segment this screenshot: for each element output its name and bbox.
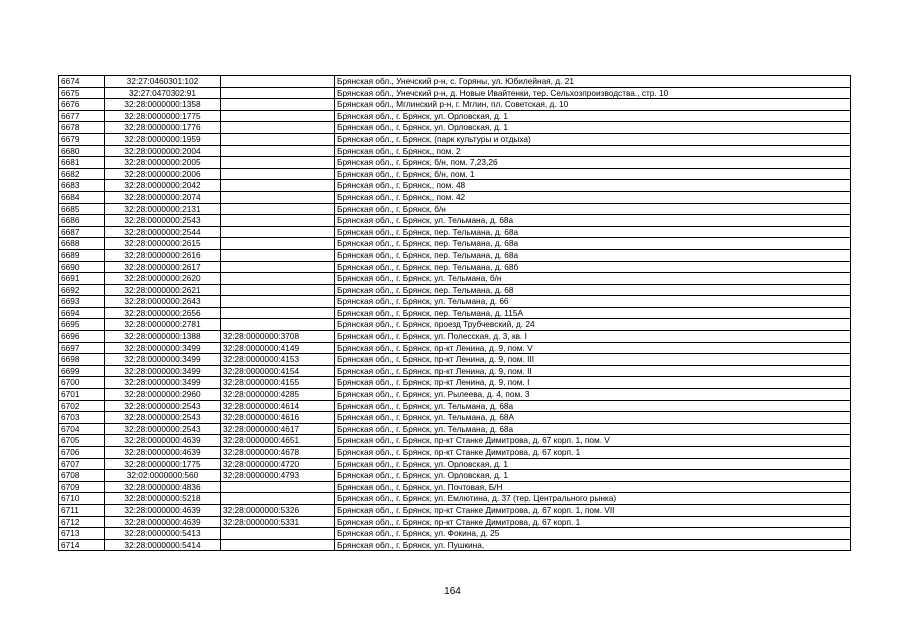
cadastral-number-cell: 32:28:0000000:3499 [105, 377, 221, 389]
address-cell: Брянская обл., Мглинский р-н, г. Мглин, пл. Советская, д. 10 [335, 99, 851, 111]
premises-cadastral-number-cell [221, 203, 335, 215]
premises-cadastral-number-cell: 32:28:0000000:3708 [221, 331, 335, 343]
address-cell: Брянская обл., г. Брянск, пер. Тельмана, д. 68а [335, 226, 851, 238]
table-row [59, 110, 851, 122]
table-row [59, 215, 851, 227]
registry-table [58, 75, 851, 551]
address-cell: Брянская обл., г. Брянск, (парк культуры и отдыха) [335, 133, 851, 145]
premises-cadastral-number-cell: 32:28:0000000:4614 [221, 400, 335, 412]
table-row [59, 122, 851, 134]
row-number-cell: 6699 [59, 365, 105, 377]
cadastral-number-cell: 32:28:0000000:1959 [105, 133, 221, 145]
address-cell: Брянская обл., г. Брянск, проезд Трубчевский, д. 24 [335, 319, 851, 331]
address-cell: Брянская обл., г. Брянск, пер. Тельмана, д. 68б [335, 261, 851, 273]
row-number-cell: 6676 [59, 99, 105, 111]
table-row [59, 435, 851, 447]
row-number-cell: 6679 [59, 133, 105, 145]
row-number-cell: 6710 [59, 493, 105, 505]
address-cell: Брянская обл., г. Брянск, пр-кт Станке Димитрова, д. 67 корп. 1 [335, 447, 851, 459]
address-cell: Брянская обл., г. Брянск, пр-кт Станке Димитрова, д. 67 корп. 1 [335, 516, 851, 528]
address-cell: Брянская обл., г. Брянск, б/н, пом. 7,23,26 [335, 157, 851, 169]
row-number-cell: 6692 [59, 284, 105, 296]
cadastral-number-cell: 32:28:0000000:2543 [105, 412, 221, 424]
table-row [59, 296, 851, 308]
cadastral-number-cell: 32:28:0000000:2074 [105, 191, 221, 203]
row-number-cell: 6678 [59, 122, 105, 134]
row-number-cell: 6675 [59, 87, 105, 99]
cadastral-number-cell: 32:28:0000000:5414 [105, 539, 221, 551]
row-number-cell: 6693 [59, 296, 105, 308]
premises-cadastral-number-cell [221, 122, 335, 134]
table-row [59, 528, 851, 540]
cadastral-number-cell: 32:28:0000000:2620 [105, 273, 221, 285]
table-row [59, 307, 851, 319]
table-row [59, 180, 851, 192]
table-row [59, 342, 851, 354]
table-row [59, 145, 851, 157]
address-cell: Брянская обл., г. Брянск, ул. Фокина, д. 25 [335, 528, 851, 540]
row-number-cell: 6705 [59, 435, 105, 447]
table-row [59, 87, 851, 99]
cadastral-number-cell: 32:28:0000000:1776 [105, 122, 221, 134]
address-cell: Брянская обл., г. Брянск, ул. Тельмана, д. 68а [335, 423, 851, 435]
table-row [59, 99, 851, 111]
row-number-cell: 6689 [59, 249, 105, 261]
cadastral-number-cell: 32:28:0000000:1388 [105, 331, 221, 343]
cadastral-number-cell: 32:02:0000000:560 [105, 470, 221, 482]
table-row [59, 504, 851, 516]
premises-cadastral-number-cell [221, 133, 335, 145]
row-number-cell: 6708 [59, 470, 105, 482]
cadastral-number-cell: 32:28:0000000:4639 [105, 516, 221, 528]
row-number-cell: 6687 [59, 226, 105, 238]
premises-cadastral-number-cell: 32:28:0000000:4285 [221, 389, 335, 401]
premises-cadastral-number-cell: 32:28:0000000:5326 [221, 504, 335, 516]
address-cell: Брянская обл., г. Брянск, пр-кт Ленина, д. 9, пом. II [335, 365, 851, 377]
premises-cadastral-number-cell: 32:28:0000000:5331 [221, 516, 335, 528]
premises-cadastral-number-cell [221, 307, 335, 319]
premises-cadastral-number-cell: 32:28:0000000:4616 [221, 412, 335, 424]
row-number-cell: 6674 [59, 76, 105, 88]
cadastral-number-cell: 32:28:0000000:2615 [105, 238, 221, 250]
address-cell: Брянская обл., г. Брянск, б/н [335, 203, 851, 215]
cadastral-number-cell: 32:28:0000000:1358 [105, 99, 221, 111]
table-row [59, 377, 851, 389]
address-cell: Брянская обл., г. Брянск, ул. Емлютина, д. 37 (тер. Центрального рынка) [335, 493, 851, 505]
address-cell: Брянская обл., г. Брянск, ул. Пушкина, [335, 539, 851, 551]
cadastral-number-cell: 32:28:0000000:3499 [105, 354, 221, 366]
cadastral-number-cell: 32:28:0000000:4639 [105, 435, 221, 447]
row-number-cell: 6697 [59, 342, 105, 354]
row-number-cell: 6712 [59, 516, 105, 528]
page-number: 164 [444, 586, 461, 597]
row-number-cell: 6695 [59, 319, 105, 331]
premises-cadastral-number-cell [221, 87, 335, 99]
table-row [59, 319, 851, 331]
table-row [59, 168, 851, 180]
cadastral-number-cell: 32:28:0000000:2616 [105, 249, 221, 261]
address-cell: Брянская обл., г. Брянск, пер. Тельмана, д. 68 [335, 284, 851, 296]
cadastral-number-cell: 32:28:0000000:2781 [105, 319, 221, 331]
premises-cadastral-number-cell [221, 157, 335, 169]
address-cell: Брянская обл., г. Брянск, б/н, пом. 1 [335, 168, 851, 180]
table-row [59, 389, 851, 401]
address-cell: Брянская обл., г. Брянск, пер. Тельмана, д. 68а [335, 238, 851, 250]
cadastral-number-cell: 32:28:0000000:2643 [105, 296, 221, 308]
table-row [59, 470, 851, 482]
row-number-cell: 6706 [59, 447, 105, 459]
premises-cadastral-number-cell: 32:28:0000000:4149 [221, 342, 335, 354]
address-cell: Брянская обл., г. Брянск, пр-кт Ленина, д. 9, пом. III [335, 354, 851, 366]
table-row [59, 273, 851, 285]
table-row [59, 423, 851, 435]
premises-cadastral-number-cell [221, 76, 335, 88]
row-number-cell: 6677 [59, 110, 105, 122]
address-cell: Брянская обл., г. Брянск, пер. Тельмана, д. 115А [335, 307, 851, 319]
premises-cadastral-number-cell [221, 319, 335, 331]
premises-cadastral-number-cell: 32:28:0000000:4651 [221, 435, 335, 447]
premises-cadastral-number-cell [221, 191, 335, 203]
table-row [59, 203, 851, 215]
address-cell: Брянская обл., г. Брянск, пр-кт Ленина, д. 9, пом. I [335, 377, 851, 389]
premises-cadastral-number-cell [221, 168, 335, 180]
premises-cadastral-number-cell [221, 226, 335, 238]
cadastral-number-cell: 32:28:0000000:3499 [105, 342, 221, 354]
table-row [59, 191, 851, 203]
row-number-cell: 6690 [59, 261, 105, 273]
address-cell: Брянская обл., г. Брянск, пр-кт Ленина, д. 9, пом. V [335, 342, 851, 354]
premises-cadastral-number-cell: 32:28:0000000:4720 [221, 458, 335, 470]
row-number-cell: 6682 [59, 168, 105, 180]
row-number-cell: 6696 [59, 331, 105, 343]
cadastral-number-cell: 32:28:0000000:2544 [105, 226, 221, 238]
row-number-cell: 6686 [59, 215, 105, 227]
premises-cadastral-number-cell [221, 249, 335, 261]
address-cell: Брянская обл., Унечский р-н, с. Горяны, ул. Юбилейная, д. 21 [335, 76, 851, 88]
row-number-cell: 6694 [59, 307, 105, 319]
address-cell: Брянская обл., г. Брянск,, пом. 42 [335, 191, 851, 203]
address-cell: Брянская обл., г. Брянск,, пом. 2 [335, 145, 851, 157]
cadastral-number-cell: 32:28:0000000:4639 [105, 504, 221, 516]
address-cell: Брянская обл., г. Брянск, ул. Тельмана, б/н [335, 273, 851, 285]
table-row [59, 400, 851, 412]
address-cell: Брянская обл., г. Брянск, ул. Тельмана, д. 68а [335, 400, 851, 412]
table-row [59, 481, 851, 493]
address-cell: Брянская обл., г. Брянск, пр-кт Станке Димитрова, д. 67 корп. 1, пом. VII [335, 504, 851, 516]
address-cell: Брянская обл., Унечский р-н, д. Новые Ивайтенки, тер. Сельхозпроизводства., стр. 10 [335, 87, 851, 99]
cadastral-number-cell: 32:28:0000000:2960 [105, 389, 221, 401]
address-cell: Брянская обл., г. Брянск, пр-кт Станке Димитрова, д. 67 корп. 1, пом. V [335, 435, 851, 447]
cadastral-number-cell: 32:28:0000000:2004 [105, 145, 221, 157]
premises-cadastral-number-cell [221, 539, 335, 551]
registry-table-body [59, 76, 851, 551]
cadastral-number-cell: 32:28:0000000:2131 [105, 203, 221, 215]
address-cell: Брянская обл., г. Брянск, ул. Орловская, д. 1 [335, 110, 851, 122]
cadastral-number-cell: 32:27:0470302:91 [105, 87, 221, 99]
cadastral-number-cell: 32:28:0000000:4836 [105, 481, 221, 493]
premises-cadastral-number-cell: 32:28:0000000:4154 [221, 365, 335, 377]
cadastral-number-cell: 32:28:0000000:3499 [105, 365, 221, 377]
cadastral-number-cell: 32:28:0000000:4639 [105, 447, 221, 459]
table-row [59, 365, 851, 377]
row-number-cell: 6714 [59, 539, 105, 551]
cadastral-number-cell: 32:28:0000000:2617 [105, 261, 221, 273]
cadastral-number-cell: 32:27:0460301:102 [105, 76, 221, 88]
row-number-cell: 6684 [59, 191, 105, 203]
address-cell: Брянская обл., г. Брянск, ул. Орловская, д. 1 [335, 470, 851, 482]
cadastral-number-cell: 32:28:0000000:2005 [105, 157, 221, 169]
premises-cadastral-number-cell [221, 493, 335, 505]
table-row [59, 539, 851, 551]
address-cell: Брянская обл., г. Брянск,, пом. 48 [335, 180, 851, 192]
row-number-cell: 6702 [59, 400, 105, 412]
row-number-cell: 6681 [59, 157, 105, 169]
cadastral-number-cell: 32:28:0000000:5218 [105, 493, 221, 505]
row-number-cell: 6703 [59, 412, 105, 424]
cadastral-number-cell: 32:28:0000000:2621 [105, 284, 221, 296]
cadastral-number-cell: 32:28:0000000:2543 [105, 423, 221, 435]
table-row [59, 226, 851, 238]
address-cell: Брянская обл., г. Брянск, ул. Тельмана, д. 68а [335, 215, 851, 227]
row-number-cell: 6701 [59, 389, 105, 401]
premises-cadastral-number-cell [221, 284, 335, 296]
row-number-cell: 6680 [59, 145, 105, 157]
table-row [59, 331, 851, 343]
row-number-cell: 6688 [59, 238, 105, 250]
address-cell: Брянская обл., г. Брянск, ул. Тельмана, д. 66 [335, 296, 851, 308]
premises-cadastral-number-cell: 32:28:0000000:4793 [221, 470, 335, 482]
row-number-cell: 6685 [59, 203, 105, 215]
table-row [59, 284, 851, 296]
premises-cadastral-number-cell: 32:28:0000000:4153 [221, 354, 335, 366]
table-row [59, 493, 851, 505]
address-cell: Брянская обл., г. Брянск, ул. Тельмана, д. 68А [335, 412, 851, 424]
address-cell: Брянская обл., г. Брянск, ул. Полесская, д. 3, кв. I [335, 331, 851, 343]
row-number-cell: 6711 [59, 504, 105, 516]
row-number-cell: 6704 [59, 423, 105, 435]
row-number-cell: 6683 [59, 180, 105, 192]
premises-cadastral-number-cell [221, 481, 335, 493]
premises-cadastral-number-cell [221, 99, 335, 111]
premises-cadastral-number-cell [221, 145, 335, 157]
table-row [59, 516, 851, 528]
address-cell: Брянская обл., г. Брянск, ул. Орловская, д. 1 [335, 458, 851, 470]
premises-cadastral-number-cell [221, 238, 335, 250]
premises-cadastral-number-cell: 32:28:0000000:4617 [221, 423, 335, 435]
premises-cadastral-number-cell: 32:28:0000000:4678 [221, 447, 335, 459]
premises-cadastral-number-cell [221, 273, 335, 285]
table-row [59, 458, 851, 470]
row-number-cell: 6709 [59, 481, 105, 493]
table-row [59, 412, 851, 424]
cadastral-number-cell: 32:28:0000000:2006 [105, 168, 221, 180]
cadastral-number-cell: 32:28:0000000:1775 [105, 110, 221, 122]
address-cell: Брянская обл., г. Брянск, ул. Рылеева, д. 4, пом. 3 [335, 389, 851, 401]
table-row [59, 261, 851, 273]
premises-cadastral-number-cell [221, 110, 335, 122]
premises-cadastral-number-cell [221, 215, 335, 227]
table-row [59, 249, 851, 261]
cadastral-number-cell: 32:28:0000000:2543 [105, 215, 221, 227]
premises-cadastral-number-cell: 32:28:0000000:4155 [221, 377, 335, 389]
premises-cadastral-number-cell [221, 261, 335, 273]
address-cell: Брянская обл., г. Брянск, пер. Тельмана, д. 68а [335, 249, 851, 261]
cadastral-number-cell: 32:28:0000000:2543 [105, 400, 221, 412]
address-cell: Брянская обл., г. Брянск, ул. Почтовая, Б/Н [335, 481, 851, 493]
table-row [59, 157, 851, 169]
table-row [59, 76, 851, 88]
row-number-cell: 6698 [59, 354, 105, 366]
premises-cadastral-number-cell [221, 180, 335, 192]
table-row [59, 133, 851, 145]
row-number-cell: 6700 [59, 377, 105, 389]
table-row [59, 354, 851, 366]
premises-cadastral-number-cell [221, 528, 335, 540]
table-row [59, 238, 851, 250]
row-number-cell: 6707 [59, 458, 105, 470]
cadastral-number-cell: 32:28:0000000:2042 [105, 180, 221, 192]
row-number-cell: 6713 [59, 528, 105, 540]
row-number-cell: 6691 [59, 273, 105, 285]
table-row [59, 447, 851, 459]
address-cell: Брянская обл., г. Брянск, ул. Орловская, д. 1 [335, 122, 851, 134]
cadastral-number-cell: 32:28:0000000:5413 [105, 528, 221, 540]
premises-cadastral-number-cell [221, 296, 335, 308]
cadastral-number-cell: 32:28:0000000:1775 [105, 458, 221, 470]
cadastral-number-cell: 32:28:0000000:2656 [105, 307, 221, 319]
